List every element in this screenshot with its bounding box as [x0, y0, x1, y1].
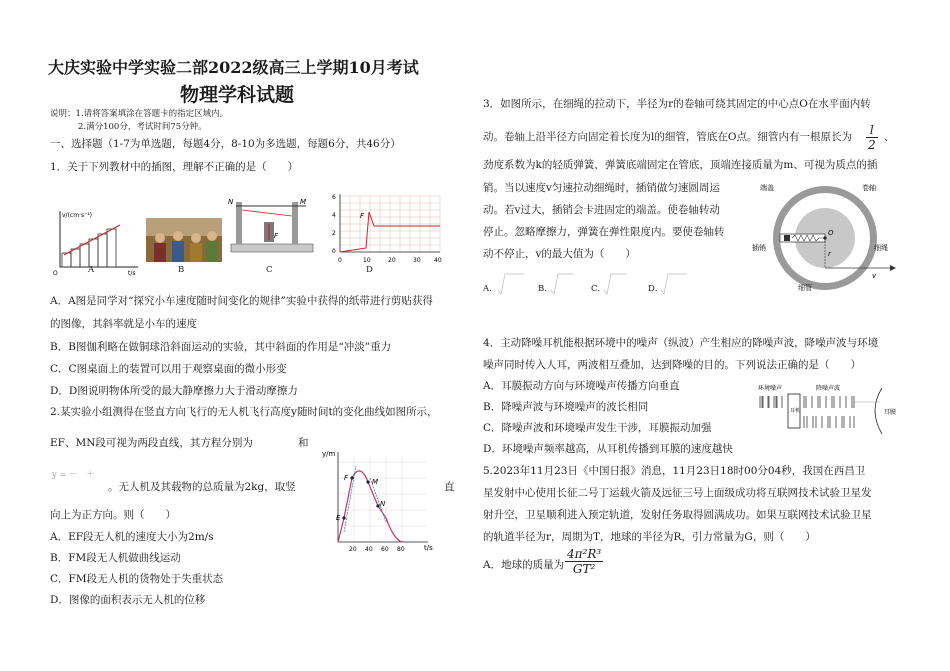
fig3-center: O: [828, 229, 834, 237]
fig-d-xtick: 10: [363, 257, 371, 264]
q3-option-c: C．: [591, 284, 607, 294]
q5-frac-den: GT²: [572, 562, 596, 576]
fig4-noise: 环境噪声: [758, 385, 783, 392]
q4-figure: [756, 382, 906, 440]
fig3-radius: r: [828, 250, 831, 258]
fig4-eardrum: 耳膜: [884, 409, 897, 416]
fig-label-a: A: [88, 265, 95, 275]
q1-option-c: C．C图桌面上的装置可以用于观察桌面的微小形变: [50, 363, 287, 375]
q2-option-b: B．FM段无人机做曲线运动: [50, 552, 181, 564]
q2-line-1: 2.某实验小组测得在竖直方向飞行的无人机飞行高度y随时间t的变化曲线如图所示，: [50, 406, 438, 418]
fig-d-ytick: 4: [332, 212, 336, 219]
q2-option-c: C．FM段无人机的货物处于失重状态: [50, 573, 224, 585]
q3-line-1: 3．如图所示，在细绳的拉动下，半径为r的卷轴可绕其固定的中心点O在水平面内转: [483, 98, 871, 110]
q3-frac-num: l: [866, 123, 878, 138]
q3-option-b: B．: [538, 284, 553, 294]
exam-title: 大庆实验中学实验二部2022级高三上学期10月考试: [48, 58, 419, 77]
q3-option-d: D．: [648, 284, 664, 294]
fig-d-ytick: 0: [332, 248, 336, 255]
q1-option-a: A．A图是同学对“探究小车速度随时间变化的规律”实验中获得的纸带进行剪贴获得: [50, 295, 433, 307]
q2-line-3: 。无人机及其载物的总质量为2kg，取竖: [108, 481, 296, 493]
fig2-point-f: F: [344, 474, 349, 482]
fig-d-ytick: 2: [332, 230, 336, 237]
q1-figure-b: [146, 218, 222, 262]
fig-label-d: D: [366, 265, 373, 275]
q1-figure-a: [52, 205, 142, 277]
q5-option-a-formula: [565, 547, 603, 576]
section-heading: 一、选择题（1-7为单选题，每题4分，8-10为多选题，每题6分，共46分）: [50, 138, 401, 150]
q2-option-a: A．EF段无人机的速度大小为2m/s: [50, 531, 214, 543]
q1-option-d: D．D图说明物体所受的最大静摩擦力大于滑动摩擦力: [50, 385, 298, 397]
q3-option-radicals: [496, 270, 706, 298]
q3-line-5: 动。若v过大，插销会卡进固定的端盖。使卷轴转动: [483, 204, 720, 216]
fig-d-xtick: 0: [338, 257, 342, 264]
q3-line-3: 劲度系数为k的轻质弹簧，弹簧底端固定在管底，顶端连接质量为m、可视为质点的插: [483, 159, 878, 171]
q1-figure-c: [226, 192, 316, 264]
q5-option-a-prefix: A．地球的质量为: [483, 559, 565, 571]
q3-frac-den: 2: [868, 138, 876, 152]
fig-a-origin: O: [53, 270, 58, 277]
fig2-xtick: 80: [397, 546, 405, 552]
q3-line-4: 销。当以速度v匀速拉动细绳时，插销做匀速圆周运: [483, 182, 720, 194]
fig-a-ylabel: v/(cm·s⁻¹): [62, 212, 93, 219]
q4-option-b: B．降噪声波与环境噪声的波长相同: [483, 401, 649, 413]
fig4-anti: 降噪声波: [816, 385, 841, 392]
fig2-point-m: M: [372, 478, 379, 486]
q2-line-2b: 和: [298, 437, 309, 449]
note-line-1: 说明：1.请将答案填涂在答题卡的指定区域内。: [50, 109, 229, 119]
q4-option-a: A．耳膜振动方向与环境噪声传播方向垂直: [483, 380, 680, 392]
fig-d-xtick: 20: [388, 257, 396, 264]
q2-line-4: 向上为正方向。则（ ）: [50, 509, 176, 521]
note-line-2: 2.满分100分，考试时间75分钟。: [78, 122, 207, 132]
fig-a-xlabel: t/s: [128, 270, 136, 277]
fig4-earphone: 耳机: [790, 408, 801, 414]
q5-line-2: 星发射中心使用长征二号丁运载火箭及远征三号上面级成功将互联网技术试验卫星发: [483, 487, 872, 499]
q5-line-3: 射升空，卫星顺利进入预定轨道，发射任务取得圆满成功。如果互联网技术试验卫星: [483, 509, 872, 521]
q2-line-2a: EF、MN段可视为两段直线，其方程分别为: [50, 437, 253, 449]
fig2-ylabel: y/m: [322, 450, 336, 458]
fig2-xtick: 20: [349, 546, 357, 552]
q3-line-2a: 动。卷轴上沿半径方向固定着长度为l的细管，管底在O点。细管内有一根原长为: [483, 131, 852, 143]
q1-stem: 1．关于下列教材中的插图，理解不正确的是（ ）: [50, 161, 299, 173]
q4-line-1: 4．主动降噪耳机能根据环境中的噪声（纵波）产生相应的降噪声波，降噪声波与环境: [483, 337, 879, 349]
fig-label-b: B: [178, 265, 185, 275]
q1-option-a-cont: 的图像，其斜率就是小车的速度: [50, 318, 197, 330]
q2-figure: [316, 448, 436, 552]
fig3-cover: 端盖: [760, 184, 774, 192]
fig-c-label-f: F: [274, 232, 279, 240]
q3-option-a: A．: [483, 284, 498, 294]
q3-line-7: 动不停止，v的最大值为（ ）: [483, 248, 636, 260]
fig-label-c: C: [266, 265, 273, 275]
q3-figure: [750, 178, 900, 296]
q3-line-2b: 、: [884, 131, 895, 143]
q4-option-c: C．降噪声波和环境噪声发生干涉，耳膜振动加强: [483, 422, 712, 434]
fig-d-xtick: 40: [434, 257, 442, 264]
q5-line-4: 的轨道半径为r，周期为T，地球的半径为R，引力常量为G，则（ ）: [483, 531, 816, 543]
fig2-xlabel: t/s: [424, 544, 433, 552]
fig3-pin: 插销: [752, 244, 766, 252]
q4-option-d: D．环境噪声频率越高，从耳机传播到耳膜的速度越快: [483, 443, 733, 455]
subject-title: 物理学科试题: [180, 84, 295, 106]
q4-line-2: 噪声同时传入人耳，两波相互叠加，达到降噪的目的。下列说法正确的是（ ）: [483, 359, 861, 371]
fig2-xtick: 40: [365, 546, 373, 552]
q3-line-6: 停止。忽略摩擦力，弹簧在弹性限度内。要使卷轴转: [483, 226, 725, 238]
q2-option-d: D．图像的面积表示无人机的位移: [50, 594, 206, 606]
q5-frac-num: 4π²R³: [567, 547, 602, 561]
fig-d-label-f: F: [360, 212, 365, 220]
fig2-xtick: 60: [381, 546, 389, 552]
q2-line-3-end: 直: [444, 481, 455, 493]
fig3-reel: 卷轴: [862, 184, 876, 192]
q1-option-b: B．B图伽利略在做铜球沿斜面运动的实验，其中斜面的作用是“冲淡”重力: [50, 341, 392, 353]
fig3-velocity: v: [872, 272, 877, 280]
q2-equation-1: y = － ＋: [52, 470, 95, 480]
fig-c-label-n: N: [228, 198, 234, 206]
fig-d-ytick: 6: [332, 194, 336, 201]
q3-fraction: [866, 123, 878, 152]
q1-figure-d: [322, 190, 452, 268]
fig3-tube: 细管: [798, 284, 812, 292]
q5-line-1: 5.2023年11月23日《中国日报》消息，11月23日18时00分04秒，我国在西昌卫: [483, 465, 866, 477]
fig2-point-n: N: [380, 500, 386, 508]
fig-d-xtick: 30: [413, 257, 421, 264]
fig3-rope: 细绳: [874, 244, 888, 252]
fig-c-label-m: M: [300, 198, 307, 206]
fig2-point-e: E: [336, 514, 341, 522]
